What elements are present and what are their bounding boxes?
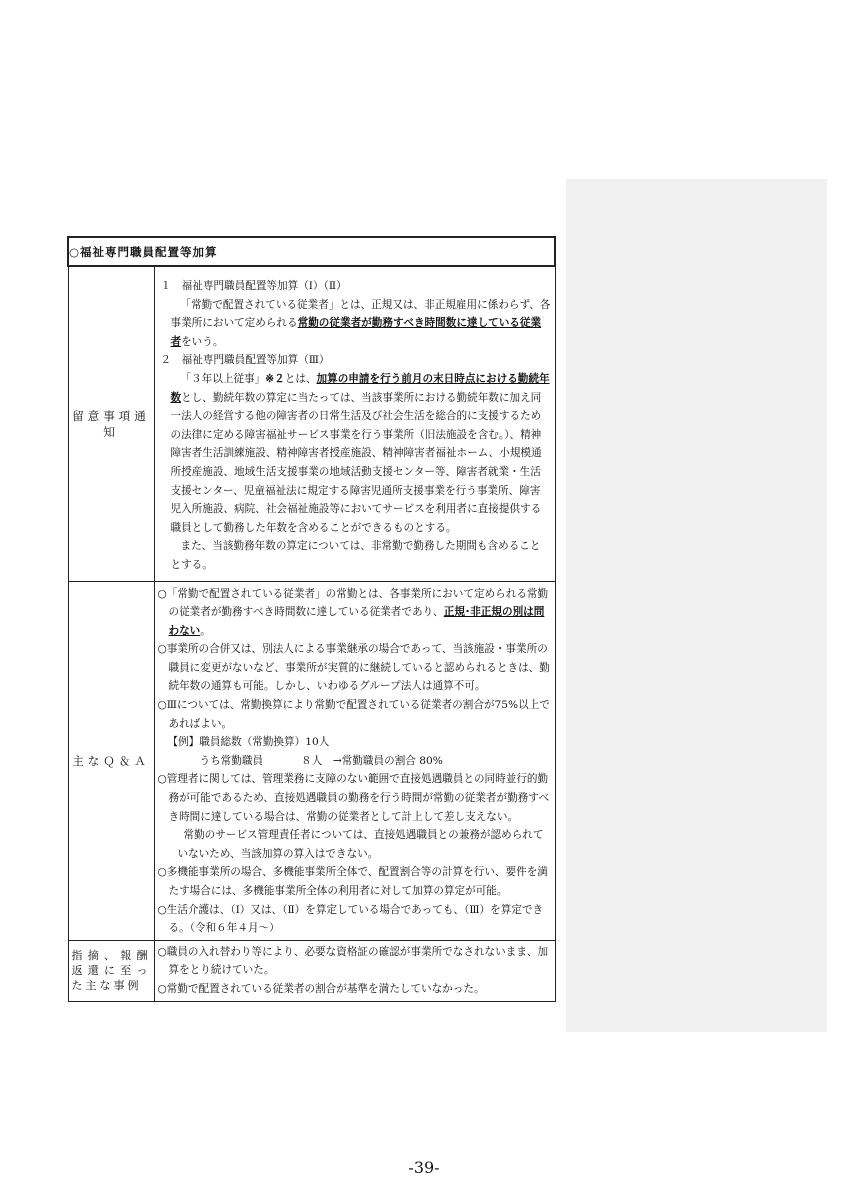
qa-item-4-continued: 常勤のサービス管理責任者については、直接処遇職員との兼務が認められていないため、当該加算の算入はできない。 [177,829,544,860]
qa-item-2: ○事業所の合併又は、別法人による事業継承の場合であって、当該施設・事業所の職員に変更がないなど、事業所が実質的に継続していると認められるときは、勤続年数の通算も可能。しかし、いわゆるグループ法人は通算不可。 [157,643,550,693]
qa-example-line-1: 【例】職員総数（常勤換算）10人 [167,736,330,749]
cases-label: 指摘、報酬返還に至った主な事例 [68,940,154,1001]
qa-row [68,581,555,940]
page-number: -39- [408,1158,440,1177]
qa-item-1-emphasis: 正規･非正規の別は問わない [168,606,545,637]
cases-content [154,940,555,1001]
notice-label: 留意事項通知 [68,266,154,581]
notice-item2-emphasis: 加算の申請を行う前月の末日時点における勤続年数 [170,372,550,404]
notice-row [68,266,555,581]
cases-row [68,940,555,1001]
comment-margin-pane [566,179,827,1032]
qa-content [154,581,555,940]
qa-example-line-2: うち常勤職員 ８人 →常勤職員の割合 80% [199,754,443,767]
section-title-row [68,237,555,266]
notice-item1-emphasis: 常勤の従業者が勤務すべき時間数に達している従業者 [170,317,542,348]
section-title: ○福祉専門職員配置等加算 [68,237,555,266]
notice-item2-heading: ２ 福祉専門職員配置等加算（Ⅲ） [160,354,330,367]
qa-label: 主なＱ＆Ａ [68,581,154,940]
notice-item2-additional: また、当該勤務年数の算定については、非常勤で勤務した期間も含めることとする。 [170,540,541,571]
qa-item-6: ○生活介護は、（Ⅰ）又は、（Ⅱ）を算定している場合であっても、（Ⅲ）を算定できる。（令和６年４月～） [157,903,544,935]
case-item-2: ○常勤で配置されている従業者の割合が基準を満たしていなかった。 [157,982,485,995]
notice-item1-heading: １ 福祉専門職員配置等加算（Ⅰ）（Ⅱ） [160,280,347,292]
qa-item-1: ○「常勤で配置されている従業者」の常勤とは、各事業所において定められる常勤の従業者が勤務すべき時間数に達している従業者であり、正規･非正規の別は問わない。 [157,587,549,637]
notice-content [154,266,555,581]
notice-item2-text: 「３年以上従事」※２とは、加算の申請を行う前月の末日時点における勤続年数とし、勤続年数の算定に当たっては、当該事業所における勤続年数に加え同一法人の経営する他の障害者の日常生活及び社会生活を総合的に支援するための法律に定める障害福祉サービス事業を行う事業所（旧法施設を含む。）、精神障害者生活訓練施設、精神障害者授産施設、精神障害者福祉ホーム、小規模通所授産施設、地域生活支援事業の地域活動支援センター等、障害者就業・生活支援センター、児童福祉法に規定する障害児通所支援事業を行う事業所、障害児入所施設、病院、社会福祉施設等においてサービスを利用者に直接提供する職員として勤務した年数を含めることができるものとする。 [170,372,550,534]
notice-item1-text: 「常勤で配置されている従業者」とは、正規又は、非正規雇用に係わらず、各事業所において定められる常勤の従業者が勤務すべき時間数に達している従業者をいう。 [170,298,551,348]
qa-item-4: ○管理者に関しては、管理業務に支障のない範囲で直接処遇職員との同時並行的勤務が可能であるため、直接処遇職員の勤務を行う時間が常勤の従業者が勤務すべき時間に達している場合は、常勤の従業者として計上して差し支えない。 [157,773,550,823]
qa-item-3: ○Ⅲについては、常勤換算により常勤で配置されている従業者の割合が75%以上であればよい。 [157,699,550,730]
addition-table [67,236,556,1002]
qa-item-5: ○多機能事業所の場合、多機能事業所全体で、配置割合等の計算を行い、要件を満たす場合には、多機能事業所全体の利用者に対して加算の算定が可能。 [157,866,548,897]
case-item-1: ○職員の入れ替わり等により、必要な資格証の確認が事業所でなされないまま、加算をとり続けていた。 [157,945,549,977]
